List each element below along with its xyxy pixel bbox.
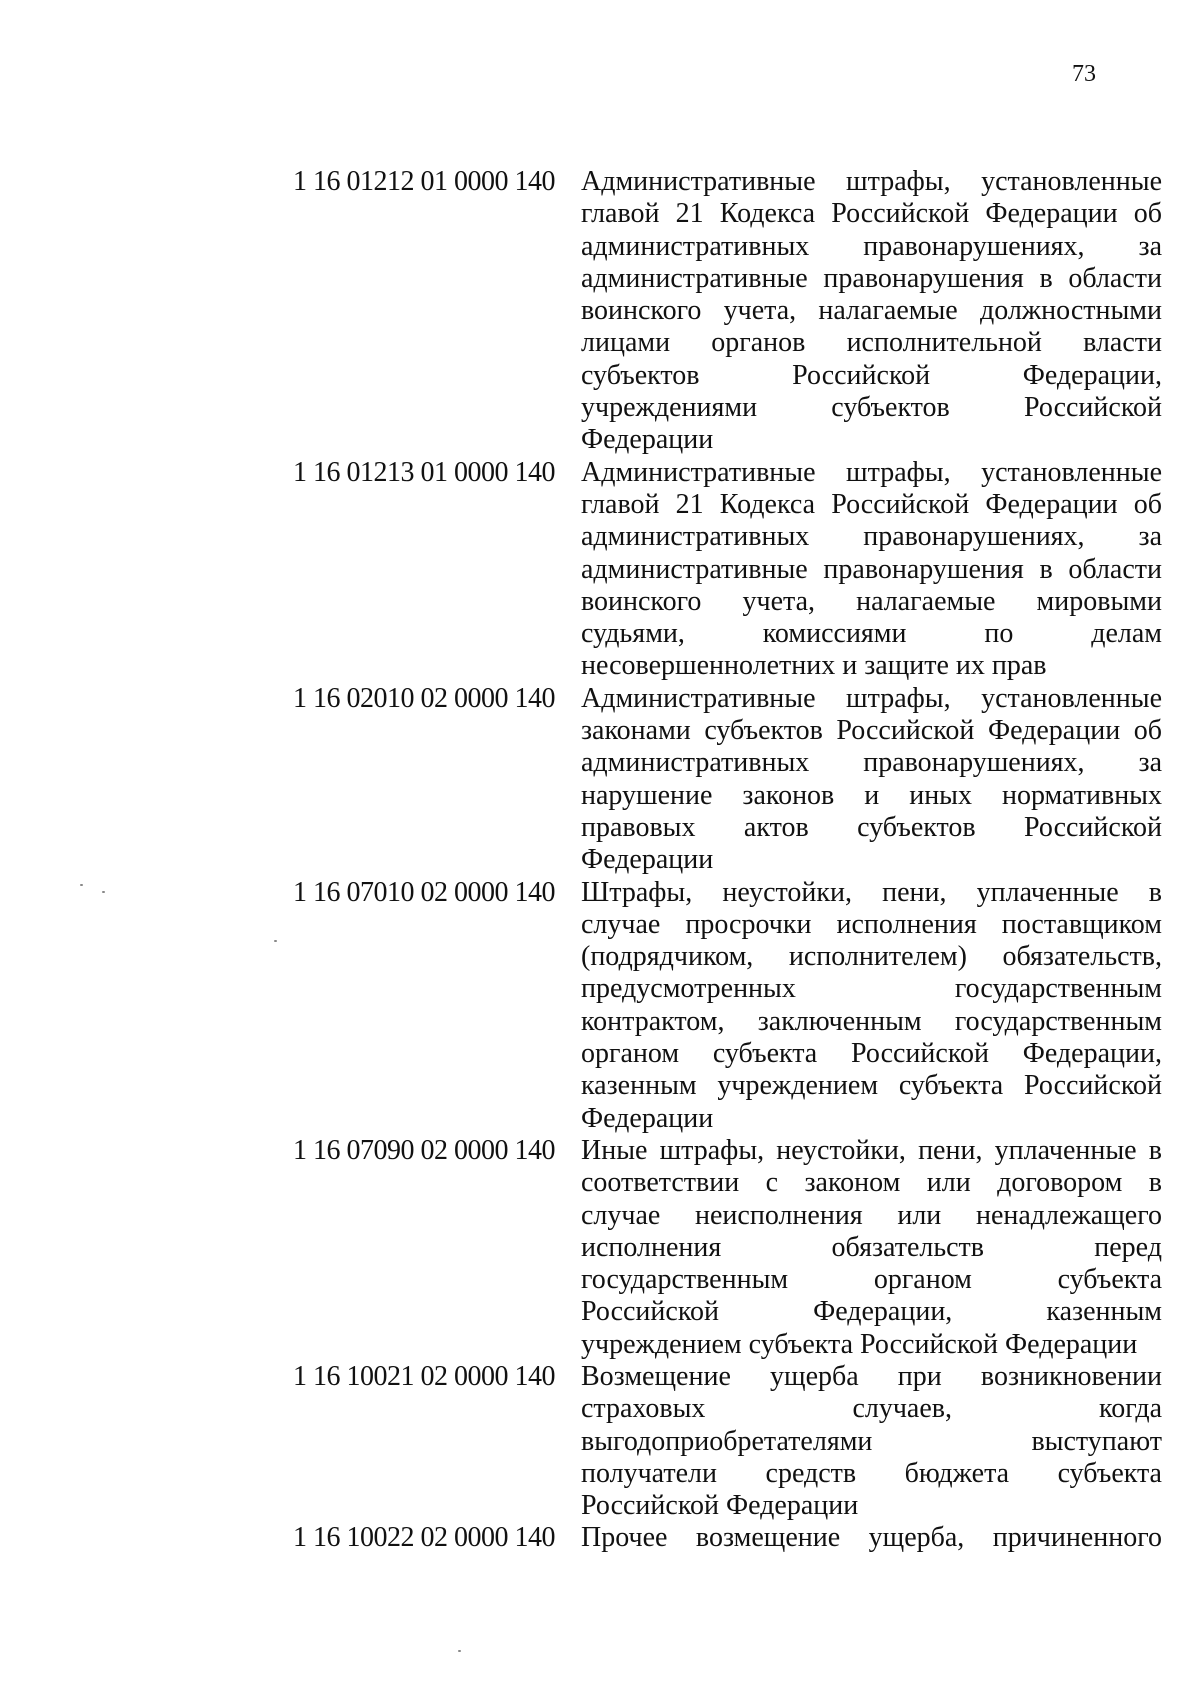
description-line: законами субъектов Российской Федерации об (581, 715, 1162, 747)
classification-description (581, 1135, 1162, 1361)
classification-entry (0, 877, 1200, 1135)
description-line: Административные штрафы, установленные (581, 166, 1162, 197)
classification-entry (0, 1135, 1200, 1361)
classification-description (581, 1361, 1162, 1522)
scan-speck (80, 884, 83, 886)
scan-speck (458, 1650, 461, 1652)
description-line: контрактом, заключенным государственным (581, 1005, 1162, 1037)
description-line: получатели средств бюджета субъекта (581, 1457, 1162, 1489)
description-line: Прочее возмещение ущерба, причиненного (581, 1522, 1162, 1554)
description-line: Административные штрафы, установленные (581, 456, 1162, 488)
classification-code: 1 16 01213 01 0000 140 (293, 456, 555, 488)
description-line: административные правонарушения в области (581, 262, 1162, 294)
budget-classification-list (0, 166, 1200, 1555)
classification-code: 1 16 07010 02 0000 140 (293, 876, 555, 908)
classification-code: 1 16 02010 02 0000 140 (293, 682, 555, 714)
description-line: нарушение законов и иных нормативных (581, 779, 1162, 811)
description-line: административных правонарушениях, за (581, 521, 1162, 553)
description-line: лицами органов исполнительной власти (581, 327, 1162, 359)
description-line: учреждением субъекта Российской Федерации (581, 1328, 1138, 1360)
description-line: административных правонарушениях, за (581, 747, 1162, 779)
classification-description (581, 877, 1162, 1135)
classification-entry (0, 1361, 1200, 1522)
description-line: органом субъекта Российской Федерации, (581, 1038, 1162, 1070)
description-line: учреждениями субъектов Российской (581, 392, 1162, 424)
description-line: судьями, комиссиями по делам (581, 618, 1162, 650)
description-line: административных правонарушениях, за (581, 230, 1162, 262)
description-line: предусмотренных государственным (581, 973, 1162, 1005)
classification-entry (0, 166, 1200, 457)
description-line: правовых актов субъектов Российской (581, 811, 1162, 843)
description-line: Иные штрафы, неустойки, пени, уплаченные в (581, 1134, 1162, 1166)
classification-entry (0, 457, 1200, 683)
scan-speck (274, 940, 277, 942)
description-line: административные правонарушения в области (581, 553, 1162, 585)
description-line: исполнения обязательств перед (581, 1231, 1162, 1263)
description-line: (подрядчиком, исполнителем) обязательств, (581, 941, 1162, 973)
description-line: несовершеннолетних и защите их прав (581, 650, 1047, 682)
scan-speck (102, 891, 105, 893)
description-line: Федерации (581, 844, 714, 876)
page-number: 73 (1072, 61, 1096, 87)
classification-description (581, 166, 1162, 457)
description-line: Федерации (581, 1102, 714, 1134)
description-line: выгодоприобретателями выступают (581, 1425, 1162, 1457)
description-line: Возмещение ущерба при возникновении (581, 1360, 1162, 1392)
description-line: воинского учета, налагаемые должностными (581, 295, 1162, 327)
description-line: Административные штрафы, установленные (581, 682, 1162, 714)
description-line: Российской Федерации, казенным (581, 1296, 1162, 1328)
classification-code: 1 16 07090 02 0000 140 (293, 1134, 555, 1166)
classification-code: 1 16 01212 01 0000 140 (293, 166, 555, 197)
description-line: Штрафы, неустойки, пени, уплаченные в (581, 876, 1162, 908)
description-line: воинского учета, налагаемые мировыми (581, 585, 1162, 617)
description-line: главой 21 Кодекса Российской Федерации об (581, 488, 1162, 520)
classification-description (581, 457, 1162, 683)
description-line: случае неисполнения или ненадлежащего (581, 1199, 1162, 1231)
description-line: казенным учреждением субъекта Российской (581, 1070, 1162, 1102)
description-line: главой 21 Кодекса Российской Федерации об (581, 198, 1162, 230)
classification-code: 1 16 10021 02 0000 140 (293, 1360, 555, 1392)
description-line: Российской Федерации (581, 1490, 859, 1522)
classification-description (581, 683, 1162, 877)
classification-description (581, 1522, 1162, 1554)
description-line: Федерации (581, 424, 714, 456)
description-line: случае просрочки исполнения поставщиком (581, 908, 1162, 940)
description-line: страховых случаев, когда (581, 1393, 1162, 1425)
description-line: субъектов Российской Федерации, (581, 359, 1162, 391)
classification-entry (0, 683, 1200, 877)
classification-entry (0, 1522, 1200, 1554)
description-line: соответствии с законом или договором в (581, 1167, 1162, 1199)
classification-code: 1 16 10022 02 0000 140 (293, 1522, 555, 1554)
description-line: государственным органом субъекта (581, 1264, 1162, 1296)
